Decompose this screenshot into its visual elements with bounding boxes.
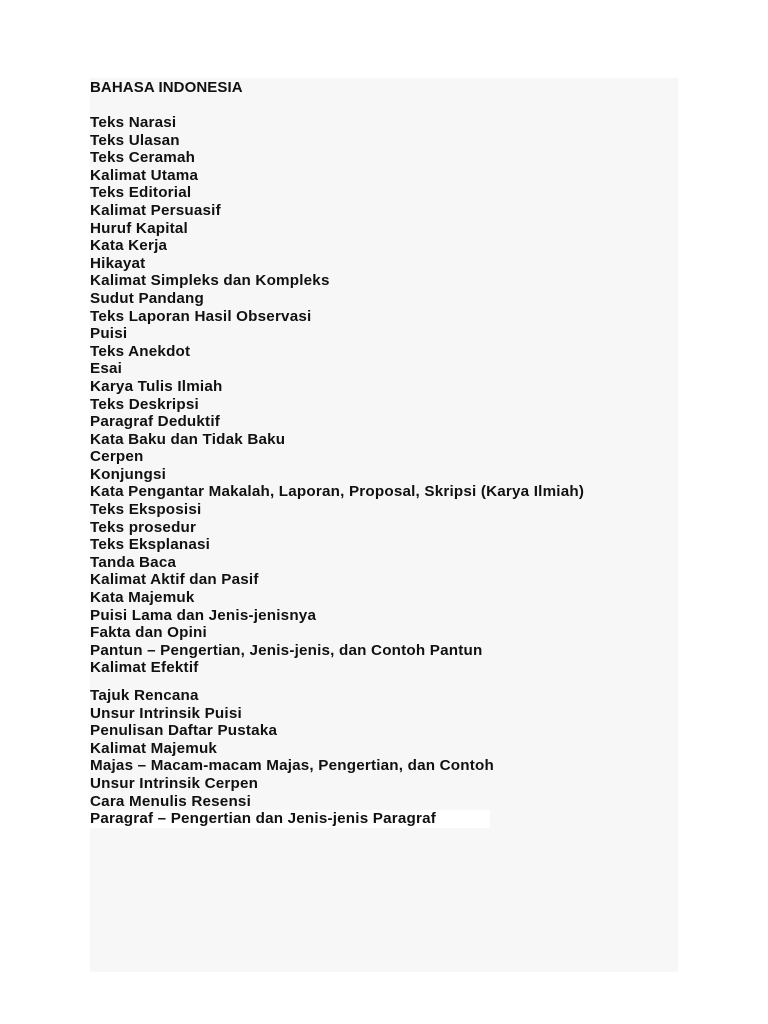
list-item: Paragraf – Pengertian dan Jenis-jenis Paragraf — [90, 810, 490, 828]
list-item: Kata Baku dan Tidak Baku — [90, 430, 286, 448]
list-item: Kalimat Majemuk — [90, 739, 218, 757]
list-item: Esai — [90, 360, 123, 378]
list-item: Cara Menulis Resensi — [90, 792, 251, 810]
list-item: Teks Deskripsi — [90, 395, 199, 413]
list-item: Kalimat Persuasif — [90, 201, 221, 219]
list-item: Teks Editorial — [90, 184, 192, 202]
list-item: Teks Ceramah — [90, 149, 196, 167]
list-item: Tajuk Rencana — [90, 687, 199, 704]
list-item: Majas – Macam-macam Majas, Pengertian, dan Contoh — [90, 757, 494, 775]
list-item: Paragraf Deduktif — [90, 413, 220, 431]
list-item: Kalimat Efektif — [90, 659, 199, 677]
list-item: Konjungsi — [90, 465, 167, 483]
list-item: Karya Tulis Ilmiah — [90, 377, 223, 395]
list-item: Teks prosedur — [90, 518, 197, 536]
topic-list-secondary — [90, 687, 690, 828]
list-item: Kalimat Aktif dan Pasif — [90, 571, 259, 589]
topic-list-primary — [90, 114, 690, 677]
list-item: Kata Majemuk — [90, 589, 195, 607]
list-item: Teks Narasi — [90, 114, 177, 131]
list-item: Hikayat — [90, 254, 146, 272]
list-item: Fakta dan Opini — [90, 624, 207, 642]
list-item: Kata Pengantar Makalah, Laporan, Proposal, Skripsi (Karya Ilmiah) — [90, 483, 585, 501]
list-item: Sudut Pandang — [90, 289, 204, 307]
list-item: Cerpen — [90, 448, 144, 466]
list-item: Pantun – Pengertian, Jenis-jenis, dan Contoh Pantun — [90, 641, 483, 659]
list-item: Kalimat Utama — [90, 166, 199, 184]
list-item: Puisi — [90, 325, 128, 343]
list-item: Teks Anekdot — [90, 342, 191, 360]
list-item: Unsur Intrinsik Puisi — [90, 704, 242, 722]
list-item: Tanda Baca — [90, 553, 177, 571]
list-item: Kata Kerja — [90, 237, 168, 255]
list-item: Teks Ulasan — [90, 131, 180, 149]
list-item: Unsur Intrinsik Cerpen — [90, 774, 259, 792]
list-item: Teks Eksposisi — [90, 501, 202, 519]
list-item: Kalimat Simpleks dan Kompleks — [90, 272, 330, 290]
document-title: BAHASA INDONESIA — [90, 79, 243, 96]
list-item: Puisi Lama dan Jenis-jenisnya — [90, 606, 317, 624]
list-item: Penulisan Daftar Pustaka — [90, 722, 278, 740]
list-item: Huruf Kapital — [90, 219, 188, 237]
list-item: Teks Laporan Hasil Observasi — [90, 307, 312, 325]
document-content — [90, 78, 690, 828]
list-item: Teks Eksplanasi — [90, 536, 211, 554]
